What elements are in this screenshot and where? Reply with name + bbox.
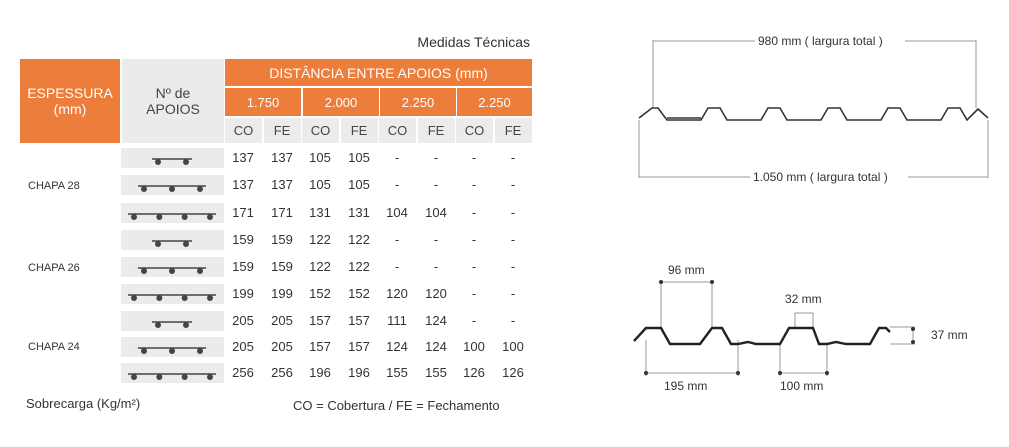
table-cell: 159	[232, 232, 254, 247]
table-cell: 131	[348, 205, 370, 220]
table-cell: 171	[232, 205, 254, 220]
table-cell: 256	[271, 365, 293, 380]
table-cell: -	[394, 177, 400, 192]
span-value: 2.250	[401, 94, 435, 110]
table-cell: 137	[271, 150, 293, 165]
table-cell: -	[510, 259, 516, 274]
overload-label: Sobrecarga (Kg/m²)	[26, 396, 141, 411]
thickness-unit: (mm)	[53, 101, 87, 117]
table-cell: 124	[425, 339, 447, 354]
dim-marker	[644, 371, 648, 375]
table-cell: 105	[348, 177, 370, 192]
table-cell: 157	[309, 313, 331, 328]
sub-col-label: CO	[310, 123, 331, 138]
table-cell: 120	[386, 286, 408, 301]
table-cell: 122	[348, 232, 370, 247]
table-cell: 155	[386, 365, 408, 380]
table-cell: -	[510, 313, 516, 328]
table-cell: 137	[271, 177, 293, 192]
rib-pitch-label: 96 mm	[668, 263, 705, 277]
dim-marker	[736, 371, 740, 375]
gauge-label: CHAPA 26	[28, 262, 80, 274]
table-cell: 152	[309, 286, 331, 301]
span-value: 2.000	[324, 94, 358, 110]
span-distance-title: DISTÂNCIA ENTRE APOIOS (mm)	[269, 64, 488, 81]
dim-marker	[778, 371, 782, 375]
table-cell: -	[433, 232, 439, 247]
table-cell: 122	[348, 259, 370, 274]
table-cell: 131	[309, 205, 331, 220]
table-cell: 152	[348, 286, 370, 301]
detail-profile-line	[634, 328, 890, 344]
table-cell: 111	[387, 313, 407, 328]
table-cell: -	[394, 259, 400, 274]
rib-base-label: 100 mm	[780, 379, 824, 393]
rib-top-label: 32 mm	[785, 292, 822, 306]
table-cell: 124	[425, 313, 447, 328]
table-cell: 199	[271, 286, 293, 301]
table-cell: 155	[425, 365, 447, 380]
table-cell: 100	[502, 339, 524, 354]
height-label: 37 mm	[931, 328, 968, 342]
top-width-label: 980 mm ( largura total )	[758, 34, 883, 48]
table-cell: -	[510, 205, 516, 220]
table-cell: 105	[309, 177, 331, 192]
table-cell: 126	[463, 365, 485, 380]
gauge-label: CHAPA 24	[28, 341, 80, 353]
dim-marker	[911, 340, 915, 344]
sub-col-label: CO	[233, 123, 254, 138]
table-cell: 105	[348, 150, 370, 165]
table-cell: -	[433, 150, 439, 165]
dim-marker	[911, 327, 915, 331]
table-cell: 159	[232, 259, 254, 274]
table-cell: -	[394, 150, 400, 165]
table-cell: -	[510, 150, 516, 165]
table-cell: -	[510, 286, 516, 301]
table-cell: 157	[309, 339, 331, 354]
table-cell: 199	[232, 286, 254, 301]
sub-col-label: FE	[273, 123, 291, 138]
table-cell: -	[471, 150, 477, 165]
table-cell: -	[510, 232, 516, 247]
dim-marker	[710, 280, 714, 284]
table-cell: -	[394, 232, 400, 247]
table-cell: -	[433, 177, 439, 192]
table-cell: 205	[232, 313, 254, 328]
table-cell: 137	[232, 150, 254, 165]
table-cell: 122	[309, 259, 331, 274]
bottom-width-label: 1.050 mm ( largura total )	[753, 170, 888, 184]
table-cell: 196	[309, 365, 331, 380]
table-cell: -	[471, 205, 477, 220]
table-cell: 205	[271, 339, 293, 354]
table-cell: 205	[232, 339, 254, 354]
dim-marker	[659, 280, 663, 284]
table-cell: 104	[425, 205, 447, 220]
table-cell: 137	[232, 177, 254, 192]
supports-label-2: APOIOS	[146, 101, 200, 117]
table-cell: 157	[348, 313, 370, 328]
dim-marker	[825, 371, 829, 375]
table-cell: 122	[309, 232, 331, 247]
table-cell: 100	[463, 339, 485, 354]
table-cell: 120	[425, 286, 447, 301]
table-cell: 196	[348, 365, 370, 380]
span-value: 1.750	[246, 94, 280, 110]
sub-col-label: CO	[387, 123, 408, 138]
table-cell: -	[471, 177, 477, 192]
sub-col-label: FE	[350, 123, 368, 138]
table-cell: -	[433, 259, 439, 274]
table-cell: 105	[309, 150, 331, 165]
spacing-label: 195 mm	[664, 379, 708, 393]
table-cell: -	[510, 177, 516, 192]
table-cell: 205	[271, 313, 293, 328]
gauge-label: CHAPA 28	[28, 180, 80, 192]
table-cell: 124	[386, 339, 408, 354]
span-value: 2.250	[478, 94, 511, 110]
legend-label: CO = Cobertura / FE = Fechamento	[293, 398, 500, 413]
sub-col-label: CO	[464, 123, 485, 138]
table-cell: 256	[232, 365, 254, 380]
table-cell: 104	[386, 205, 408, 220]
table-cell: 159	[271, 232, 293, 247]
table-cell: 171	[271, 205, 293, 220]
table-cell: 159	[271, 259, 293, 274]
sub-col-label: FE	[427, 123, 445, 138]
supports-label-1: Nº de	[155, 85, 191, 101]
table-cell: 126	[502, 365, 524, 380]
page-title: Medidas Técnicas	[417, 34, 530, 50]
table-cell: 157	[348, 339, 370, 354]
table-cell: -	[471, 286, 477, 301]
table-cell: -	[471, 259, 477, 274]
table-cell: -	[471, 313, 477, 328]
table-cell: -	[471, 232, 477, 247]
sub-col-label: FE	[504, 123, 522, 138]
thickness-label: ESPESSURA	[27, 85, 113, 101]
